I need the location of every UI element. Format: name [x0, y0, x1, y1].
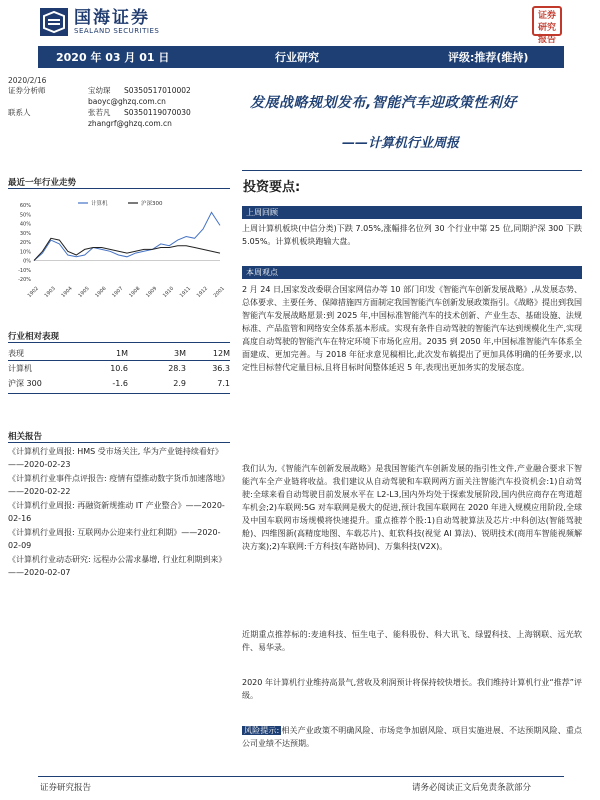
- research-seal: 证券研究报告: [532, 6, 562, 36]
- title-rule: [242, 170, 582, 171]
- contact-role: 联系人: [8, 108, 31, 117]
- logo-en: SEALAND SECURITIES: [74, 26, 160, 35]
- report-link[interactable]: 《计算机行业事件点评报告: 疫情有望推动数字货币加速落地》——2020-02-22: [8, 474, 230, 496]
- reports-title-rule: [8, 442, 230, 443]
- rating-paragraph: 2020 年计算机行业维持高景气,营收及利润预计将保持较快增长。我们维持计算机行业“推荐”评级。: [242, 678, 582, 700]
- x-tick-label: 1912: [195, 285, 210, 299]
- top-info-bar: [38, 46, 564, 68]
- invest-points-title: 投资要点:: [243, 180, 301, 195]
- risk-text: 相关产业政策不明确风险、市场竞争加剧风险、项目实施进展、不达预期风险、重点公司业绩不达预期。: [242, 726, 582, 748]
- perf-cell: 36.3: [212, 364, 230, 373]
- perf-row: [8, 361, 230, 376]
- perf-header-cell: 3M: [174, 348, 186, 358]
- y-tick-label: -20%: [18, 277, 31, 283]
- logo-cn: 国海证券: [74, 7, 150, 28]
- legend-label-0: 计算机: [91, 201, 108, 207]
- y-tick-label: 10%: [19, 249, 31, 256]
- last-week-tag: 上周回顾: [242, 206, 582, 219]
- perf-cell: 计算机: [8, 364, 32, 373]
- y-tick-label: 50%: [19, 212, 31, 219]
- analyst-block: [8, 85, 233, 129]
- footer-rule: [38, 776, 564, 777]
- contact-email[interactable]: zhangrf@ghzq.com.cn: [88, 119, 172, 128]
- related-reports: [8, 446, 233, 581]
- recommend-paragraph: 近期重点推荐标的:麦迪科技、恒生电子、能科股份、科大讯飞、绿盟科技、上海钢联、远光软件、易华录。: [242, 630, 582, 652]
- perf-header-cell: 12M: [212, 348, 230, 358]
- perf-cell: 28.3: [168, 364, 186, 373]
- report-rating: 评级:推荐(维持): [448, 51, 529, 64]
- performance-table: [8, 346, 230, 391]
- left-column: [8, 76, 233, 129]
- date-tag: 2020/2/16: [8, 76, 47, 85]
- report-link[interactable]: 《计算机行业周报: HMS 受市场关注, 华为产业链持续看好》——2020-02-23: [8, 447, 223, 469]
- analyst-role: 证券分析师: [8, 86, 46, 95]
- legend-label-1: 沪深300: [141, 201, 163, 207]
- x-tick-label: 1907: [111, 285, 125, 299]
- report-header: [0, 0, 600, 45]
- analyst-email[interactable]: baoyc@ghzq.com.cn: [88, 97, 166, 106]
- last-week-text: 上周计算机板块(中信分类)下跌 7.05%,涨幅排名位列 30 个行业中第 25 位,同期沪深 300 下跌 5.05%。计算机板块跑输大盘。: [242, 224, 582, 246]
- perf-bottom-rule: [8, 393, 230, 394]
- x-tick-label: 1911: [178, 285, 193, 299]
- trend-chart-svg: [8, 195, 230, 305]
- perf-cell: 7.1: [217, 379, 230, 388]
- y-tick-label: 60%: [19, 203, 31, 209]
- y-tick-label: -10%: [18, 267, 31, 274]
- sealand-logo-icon: [40, 8, 68, 36]
- view-paragraph-1: 2 月 24 日,国家发改委联合国家网信办等 10 部门印发《智能汽车创新发展战略》,从发展态势、总体要求、主要任务、保障措施四方面制定我国智能汽车创新发展政策指引。《战略》提出到我国智能汽车发展战略愿景:到 2025 年,中国标准智能汽车的技术创新、产业生态、基础设施、法规标准、产品监管和网络安全体系基本形成。实现有条件自动驾驶的智能汽车达到规模化生产,实现高度自动驾驶的智能汽车在特定环境下市场化应用。2035 到 2050 年,中国标准智能汽车体系全面建成、更加完善。与 2018 年征求意见稿相比,此次发布稿提出了更加具体明确的任务要求,以定性目标替代定量目标,且将目标时间整体延迟 5 年,表现出更加务实的发展态度。: [242, 285, 582, 372]
- footer-left: 证券研究报告: [40, 783, 92, 793]
- industry-trend-chart: [8, 195, 230, 305]
- perf-title-rule: [8, 342, 230, 343]
- report-subtitle: ——计算机行业周报: [342, 136, 460, 151]
- contact-id: S0350119070030: [124, 108, 191, 117]
- x-tick-label: 1909: [145, 285, 159, 299]
- report-type: 行业研究: [275, 51, 319, 64]
- company-logo: [40, 8, 159, 36]
- x-tick-label: 2001: [212, 285, 226, 299]
- x-tick-label: 1910: [161, 285, 176, 299]
- x-tick-label: 1906: [94, 285, 108, 299]
- chart-title: 最近一年行业走势: [8, 178, 77, 188]
- footer-disclaimer: 请务必阅读正文后免责条款部分: [412, 783, 532, 793]
- perf-cell: 2.9: [173, 379, 186, 388]
- perf-title: 行业相对表现: [8, 332, 60, 342]
- report-link[interactable]: 《计算机行业动态研究: 远程办公需求暴增, 行业红利期到来》——2020-02-07: [8, 555, 227, 577]
- report-link[interactable]: 《计算机行业周报: 互联网办公迎来行业红利期》——2020-02-09: [8, 528, 221, 550]
- this-week-tag: 本周观点: [242, 266, 582, 279]
- contact-name: 张若凡: [88, 108, 111, 117]
- y-tick-label: 0%: [23, 258, 31, 265]
- chart-title-rule: [8, 188, 230, 189]
- reports-title: 相关报告: [8, 432, 43, 442]
- analyst-id: S0350517010002: [124, 86, 191, 95]
- x-tick-label: 1904: [60, 285, 74, 299]
- perf-header-row: [8, 346, 230, 361]
- y-tick-label: 20%: [19, 240, 31, 246]
- x-tick-label: 1902: [26, 285, 40, 299]
- risk-paragraph: [242, 724, 582, 750]
- perf-cell: 10.6: [110, 364, 128, 373]
- view-paragraph-2: 我们认为,《智能汽车创新发展战略》是我国智能汽车创新发展的指引性文件,产业融合要求下智能汽车全产业链将收益。我们建议从自动驾驶和车联网两方面关注智能汽车投资机会:1)自动驾驶:全球来看自动驾驶目前发展水平在 L2-L3,国内外均处于探索发展阶段,国内供应商存在弯道超车机会;2)车联网:5G 对车联网是极大的促进,预计我国车联网在 2020 年进入规模应用阶段,全球及中国车联网市场规模将快速提升。重点推荐个股:1)自动驾驶算法及芯片:中科创达(智能驾驶舱)、四维图新(高精度地图、车载芯片)、虹软科技(视觉 AI 算法)、锐明技术(商用车智能视频解决方案);2)车联网:千方科技(车路协同)、万集科技(V2X)。: [242, 464, 582, 551]
- report-link[interactable]: 《计算机行业周报: 再融资新规推动 IT 产业整合》——2020-02-16: [8, 501, 225, 523]
- report-title: 发展战略规划发布,智能汽车迎政策性利好: [250, 95, 517, 111]
- x-tick-label: 1908: [128, 285, 142, 299]
- perf-header-cell: 1M: [116, 348, 128, 358]
- x-tick-label: 1903: [43, 285, 57, 299]
- perf-header-cell: 表现: [8, 348, 24, 358]
- y-tick-label: 40%: [19, 221, 31, 228]
- perf-row: [8, 376, 230, 391]
- risk-label: 风险提示:: [244, 726, 280, 735]
- perf-cell: -1.6: [112, 379, 128, 388]
- y-tick-label: 30%: [19, 230, 31, 237]
- analyst-name: 宝幼琛: [88, 86, 111, 95]
- x-tick-label: 1905: [77, 285, 91, 299]
- perf-cell: 沪深 300: [8, 379, 42, 388]
- report-date: 2020 年 03 月 01 日: [56, 51, 170, 64]
